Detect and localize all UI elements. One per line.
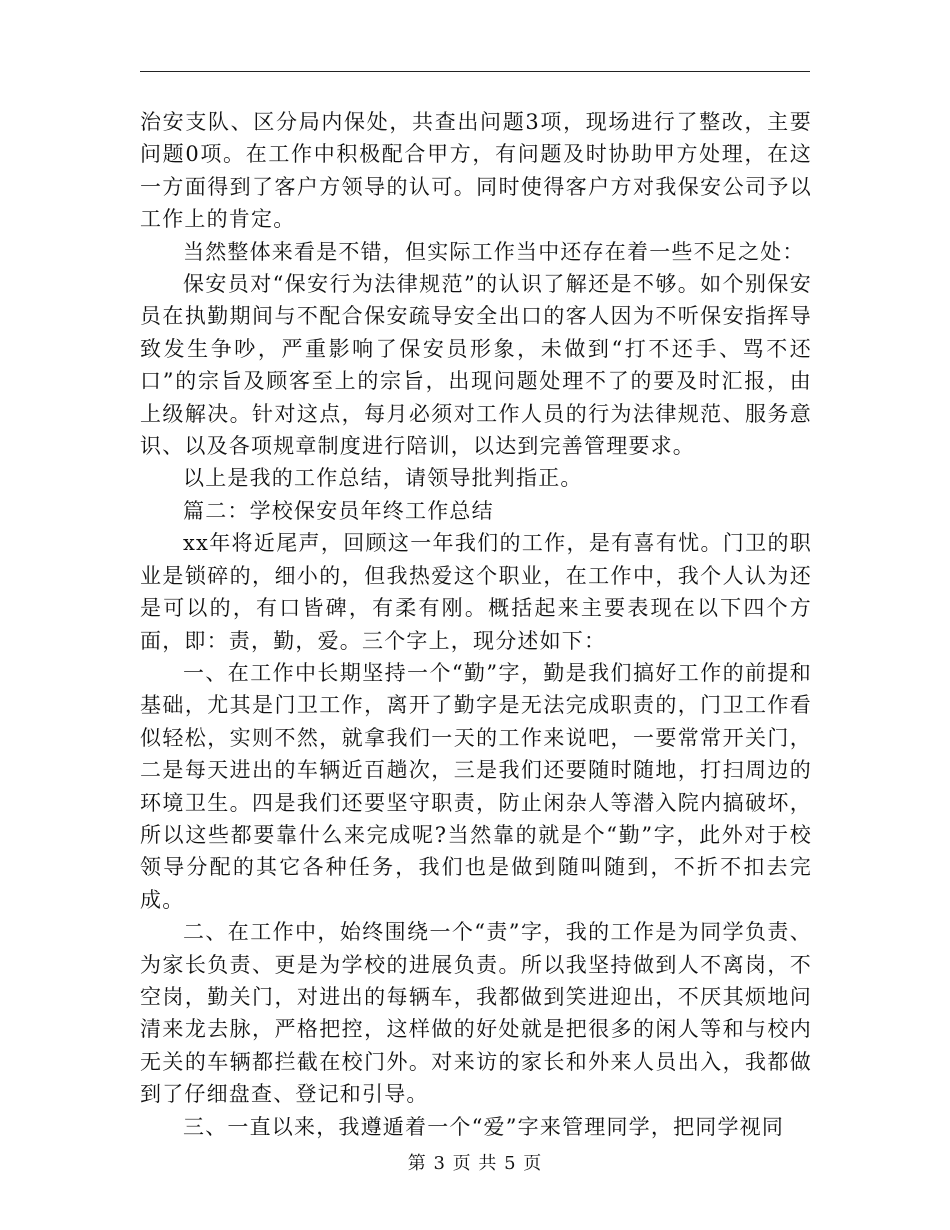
paragraph-overview: 当然整体来看是不错，但实际工作当中还存在着一些不足之处： (183, 239, 805, 264)
paragraph-closing: 以上是我的工作总结，请领导批判指正。 (183, 466, 583, 491)
document-body (140, 106, 812, 1143)
paragraph-point-two: 二、在工作中，始终围绕一个“责”字，我的工作是为同学负责、为家长负责、更是为学校的进展负责。所以我坚持做到人不离岗，不空岗，勤关门，对进出的每辆车，我都做到笑进迎出，不厌其烦地问清来龙去脉，严格把控，这样做的好处就是把很多的闲人等和与校内无关的车辆都拦截在校门外。对来访的家长和外来人员出入，我都做到了仔细盘查、登记和引导。 (140, 920, 812, 1107)
paragraph-continuation: 治安支队、区分局内保处，共查出问题3项，现场进行了整改，主要问题0项。在工作中积极配合甲方，有问题及时协助甲方处理，在这一方面得到了客户方领导的认可。同时使得客户方对我保安公司予以工作上的肯定。 (140, 110, 812, 232)
paragraph-point-three: 三、一直以来，我遵遁着一个“爱”字来管理同学，把同学视同 (183, 1114, 785, 1139)
paragraph-point-one: 一、在工作中长期坚持一个“勤”字，勤是我们搞好工作的前提和基础，尤其是门卫工作，离开了勤字是无法完成职责的，门卫工作看似轻松，实则不然，就拿我们一天的工作来说吧，一要常常开关门，二是每天进出的车辆近百趟次，三是我们还要随时随地，打扫周边的环境卫生。四是我们还要坚守职责，防止闲杂人等潜入院内搞破坏，所以这些都要靠什么来完成呢?当然靠的就是个“勤”字，此外对于校领导分配的其它各种任务，我们也是做到随叫随到，不折不扣去完成。 (140, 660, 812, 912)
header-rule (140, 71, 810, 72)
section-heading: 篇二：学校保安员年终工作总结 (183, 498, 494, 523)
page-number-footer: 第 3 页 共 5 页 (407, 1153, 543, 1174)
paragraph-shortcomings: 保安员对“保安行为法律规范”的认识了解还是不够。如个别保安员在执勤期间与不配合保安疏导安全出口的客人因为不听保安指挥导致发生争吵，严重影响了保安员形象，未做到“打不还手、骂不还口”的宗旨及顾客至上的宗旨，出现问题处理不了的要及时汇报，由上级解决。针对这点，每月必须对工作人员的行为法律规范、服务意识、以及各项规章制度进行陪训，以达到完善管理要求。 (140, 272, 812, 459)
paragraph-intro: xx年将近尾声，回顾这一年我们的工作，是有喜有忧。门卫的职业是锁碎的，细小的，但我热爱这个职业，在工作中，我个人认为还是可以的，有口皆碑，有柔有刚。概括起来主要表现在以下四个方面，即：责，勤，爱。三个字上，现分述如下： (140, 531, 812, 653)
